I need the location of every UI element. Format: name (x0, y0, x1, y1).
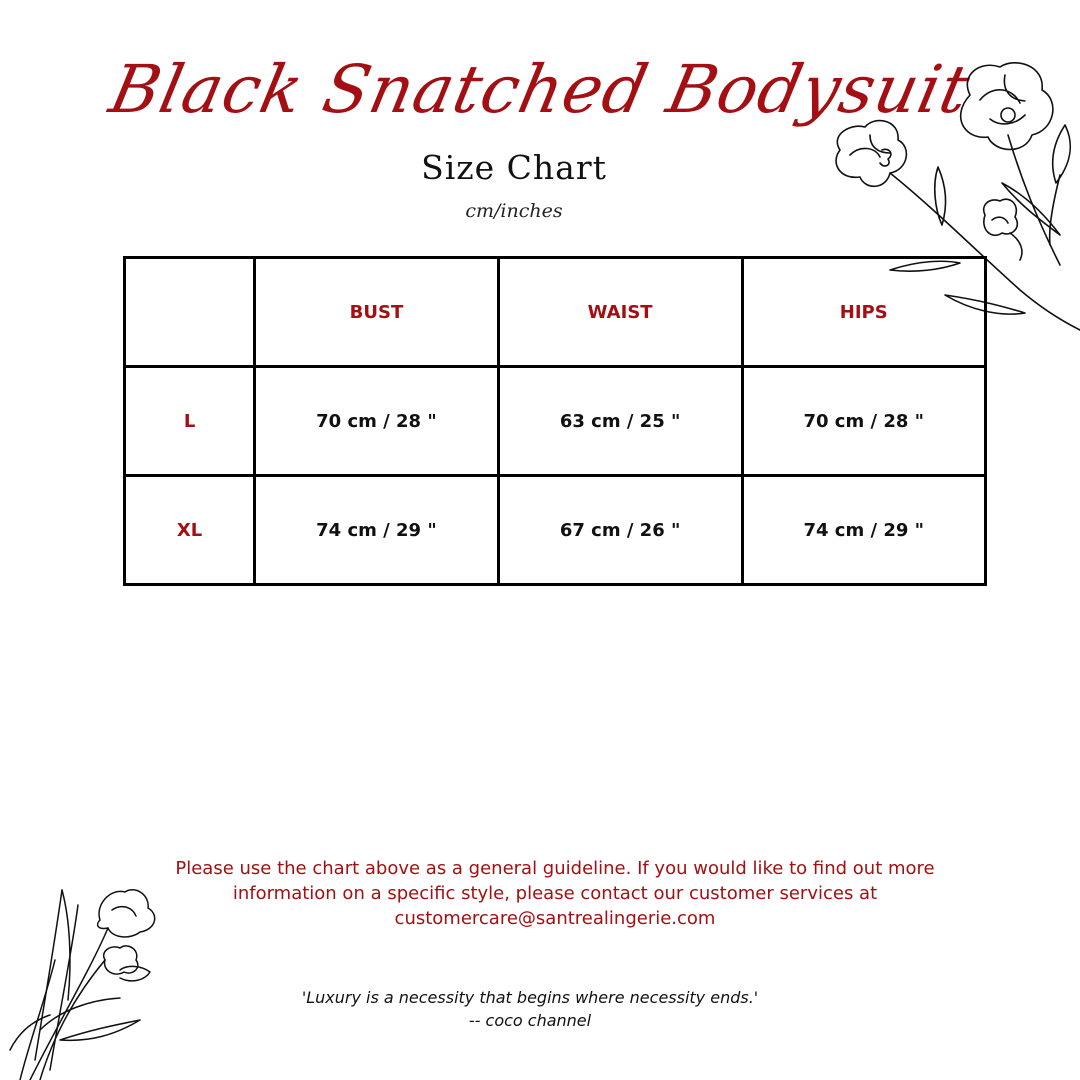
header-cell-waist: WAIST (498, 258, 742, 367)
bust-cell: 74 cm / 29 " (255, 476, 499, 585)
waist-cell: 67 cm / 26 " (498, 476, 742, 585)
guideline-note: Please use the chart above as a general guideline. If you would like to find out more information on a specific style, please contact our customer services at customercare@santrealingerie.com (175, 858, 935, 929)
hips-cell: 74 cm / 29 " (742, 476, 986, 585)
table-row (125, 367, 986, 476)
size-chart-heading: Size Chart (421, 148, 607, 187)
size-label-cell: XL (125, 476, 255, 585)
quote-author: -- coco channel (468, 1011, 592, 1030)
bust-cell: 70 cm / 28 " (255, 367, 499, 476)
floral-illustration-bottom (0, 880, 170, 1080)
hips-cell: 70 cm / 28 " (742, 367, 986, 476)
header-cell-hips: HIPS (742, 258, 986, 367)
table-header-row (125, 258, 986, 367)
table-row (125, 476, 986, 585)
size-label-cell: L (125, 367, 255, 476)
units-label: cm/inches (465, 200, 563, 222)
header-cell-bust: BUST (255, 258, 499, 367)
header-cell-empty (125, 258, 255, 367)
size-table (123, 256, 987, 586)
waist-cell: 63 cm / 25 " (498, 367, 742, 476)
page-title: Black Snatched Bodysuit (103, 51, 977, 128)
quote-text: 'Luxury is a necessity that begins where necessity ends.' (301, 988, 759, 1007)
quote-block (250, 986, 810, 1032)
